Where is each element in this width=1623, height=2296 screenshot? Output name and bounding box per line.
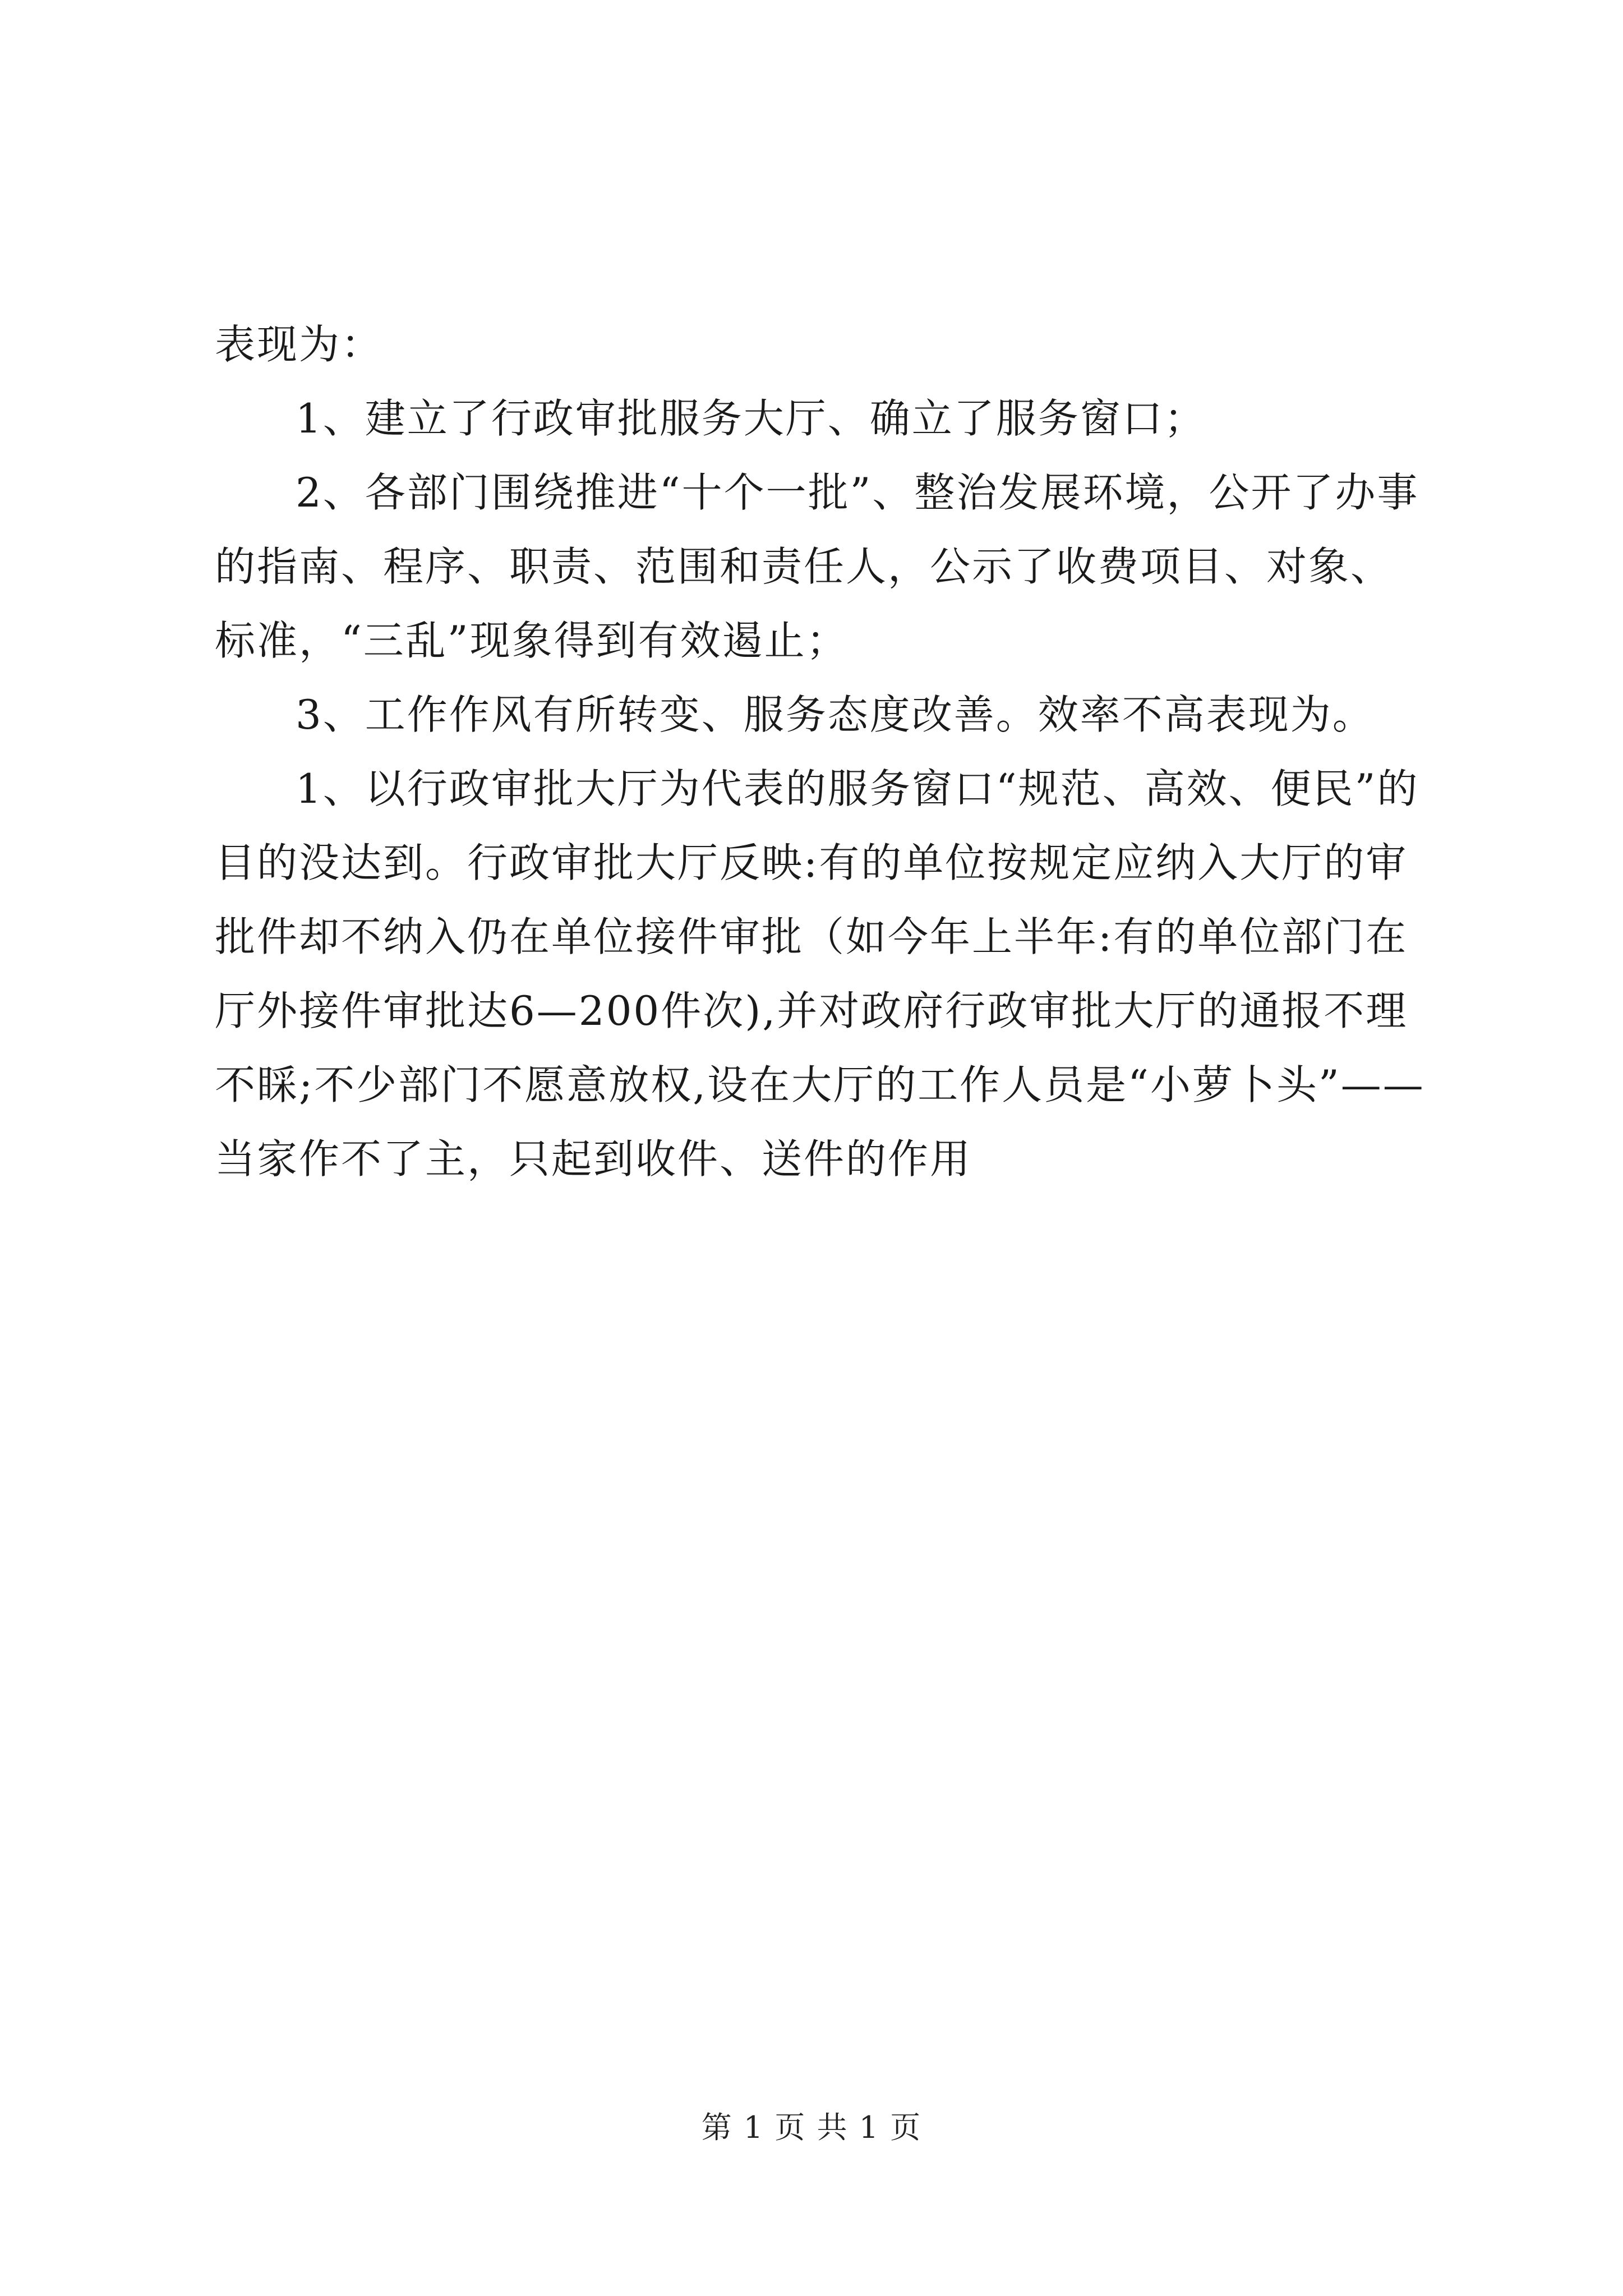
page-footer: 第 1 页 共 1 页 — [701, 2110, 922, 2145]
paragraph-item-1: 1、建立了行政审批服务大厅、确立了服务窗口； — [296, 395, 1206, 442]
paragraph-efficiency-1: 1、以行政审批大厅为代表的服务窗口“规范、高效、便民”的目的没达到。行政审批大厅反映:有的单位按规定应纳入大厅的审批件却不纳入仍在单位接件审批（如今年上半年:有的单位部门在厅外接件审批达6—200件次),并对政府行政审批大厅的通报不理不睬;不少部门不愿意放权,设在大厅的工作人员是“小萝卜头”——当家作不了主，只起到收件、送件的作用 — [215, 765, 1425, 1182]
document-body — [215, 307, 1426, 1196]
paragraph-item-2: 2、各部门围绕推进“十个一批”、整治发展环境，公开了办事的指南、程序、职责、范围和责任人，公示了收费项目、对象、标准，“三乱”现象得到有效遏止； — [215, 469, 1419, 664]
paragraph-intro: 表现为： — [215, 321, 384, 368]
paragraph-item-3: 3、工作作风有所转变、服务态度改善。效率不高表现为。 — [296, 691, 1375, 738]
